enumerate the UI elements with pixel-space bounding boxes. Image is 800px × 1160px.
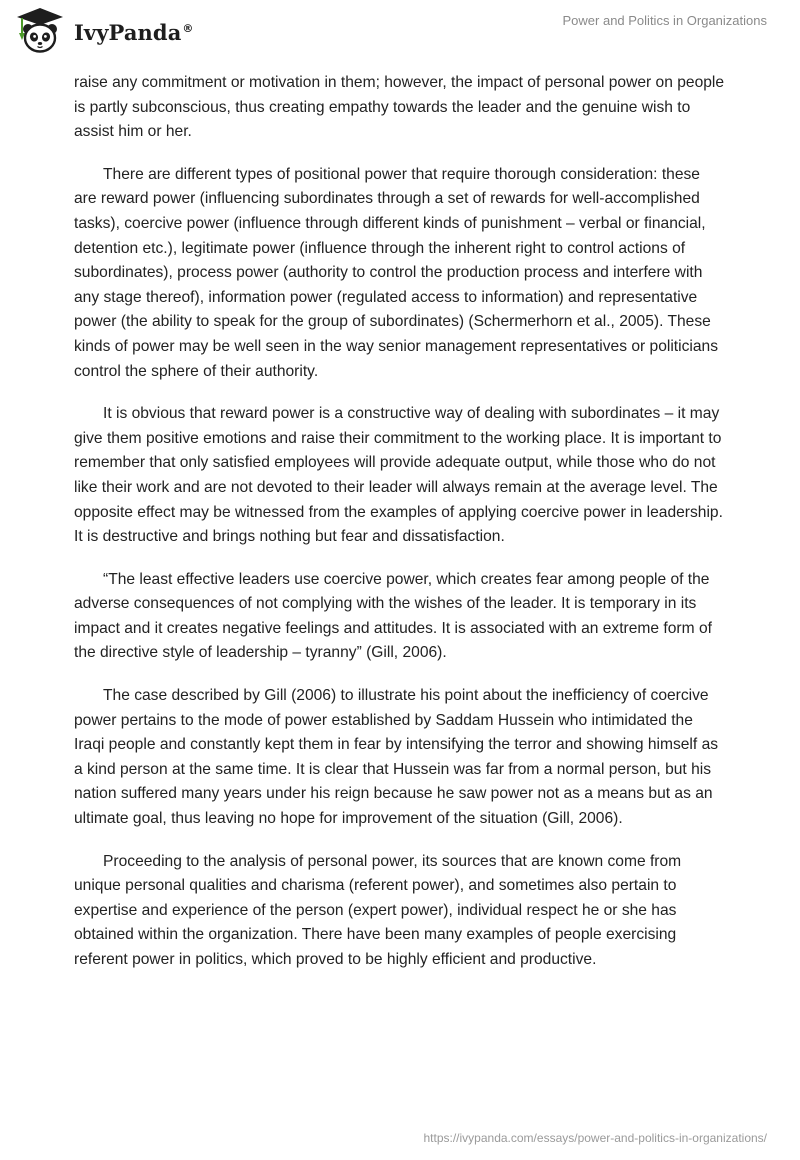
brand-name: IvyPanda® bbox=[74, 19, 194, 45]
paragraph: There are different types of positional power that require thorough consideration: these are reward power (influencing subordinates through a set of rewards for well-accomplished tasks), coercive power (influence through different kinds of punishment – verbal or financial, detention etc.), legitimate power (influence through the inherent right to control actions of subordinates), process power (authority to control the production process and interfere with any stage thereof), information power (regulated access to information) and representative power (the ability to speak for the group of subordinates) (Schermerhorn et al., 2005). These kinds of power may be well seen in the way senior management representatives or politicians control the sphere of their authority. bbox=[74, 165, 719, 380]
essay-body bbox=[74, 71, 726, 991]
paragraph: The case described by Gill (2006) to illustrate his point about the inefficiency of coercive power pertains to the mode of power established by Saddam Hussein who intimidated the Iraqi people and constantly kept them in fear by intensifying the terror and showing himself as a kind person at the same time. It is clear that Hussein was far from a normal person, but his nation suffered many years under his reign because he saw power not as a means but as an ultimate goal, thus leaving no hope for improvement of the situation (Gill, 2006). bbox=[74, 687, 719, 828]
paragraph: raise any commitment or motivation in them; however, the impact of personal power on people is partly subconscious, thus creating empathy towards the leader and the genuine wish to assist him or her. bbox=[74, 74, 725, 141]
page-header bbox=[0, 0, 800, 66]
panda-logo-icon bbox=[14, 6, 66, 56]
source-url[interactable]: https://ivypanda.com/essays/power-and-politics-in-organizations/ bbox=[423, 1131, 767, 1145]
paragraph: It is obvious that reward power is a constructive way of dealing with subordinates – it may give them positive emotions and raise their commitment to the working place. It is important to remember that only satisfied employees will provide adequate output, while those who do not like their work and are not devoted to their leader will always remain at the average level. The opposite effect may be witnessed from the examples of applying coercive power in leadership. It is destructive and brings nothing but fear and dissatisfaction. bbox=[74, 405, 723, 546]
quote-paragraph: “The least effective leaders use coercive power, which creates fear among people of the adverse consequences of not complying with the wishes of the leader. It is temporary in its impact and it creates negative feelings and attitudes. It is associated with an extreme form of the directive style of leadership – tyranny” (Gill, 2006). bbox=[74, 570, 712, 662]
registered-mark: ® bbox=[182, 21, 194, 35]
brand-logo[interactable] bbox=[14, 6, 194, 56]
paragraph: Proceeding to the analysis of personal power, its sources that are known come from unique personal qualities and charisma (referent power), and sometimes also pertain to expertise and experience of the person (expert power), individual respect he or she has obtained within the organization. There have been many examples of people exercising referent power in politics, which proved to be highly efficient and productive. bbox=[74, 852, 682, 968]
document-title: Power and Politics in Organizations bbox=[562, 13, 767, 28]
